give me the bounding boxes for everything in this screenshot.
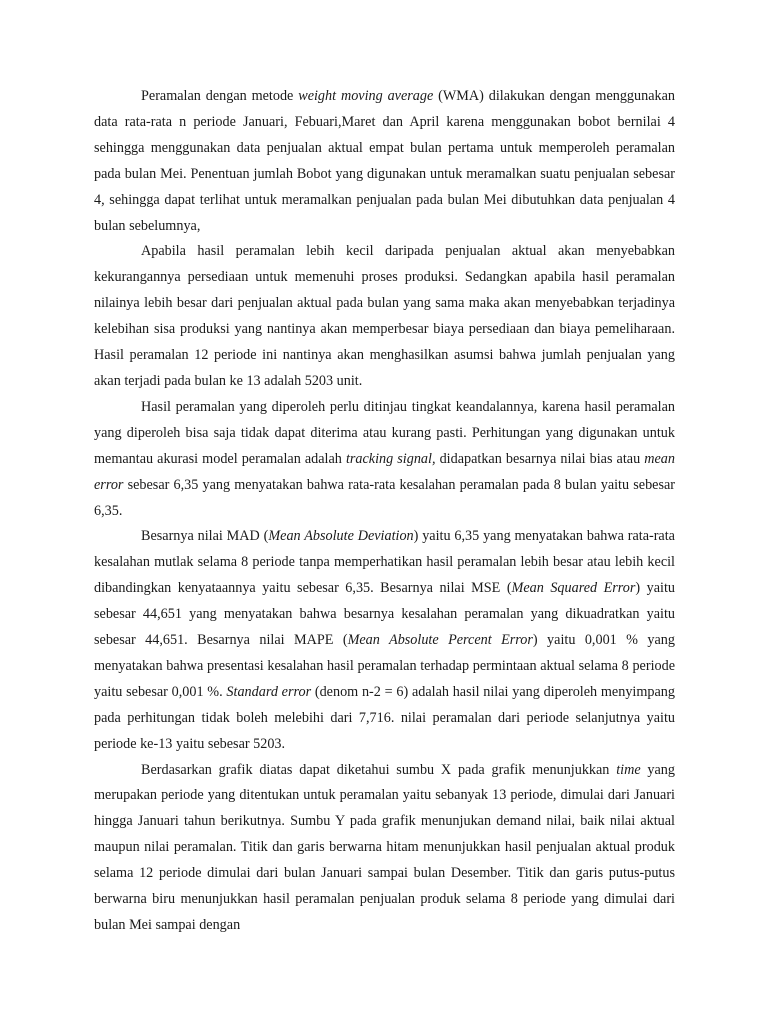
paragraph-wma-method <box>94 84 675 239</box>
text-segment: (WMA) dilakukan dengan menggunakan data rata-rata n periode Januari, Febuari,Maret dan April karena menggunakan bobot bernilai 4 sehingga menggunakan data penjualan aktual empat bulan pertama untuk memperoleh peramalan pada bulan Mei. Penentuan jumlah Bobot yang digunakan untuk meramalkan suatu penjualan sebesar 4, sehingga dapat terlihat untuk meramalkan penjualan pada bulan Mei dibutuhkan data penjualan 4 bulan sebelumnya, <box>94 88 675 234</box>
emphasis-segment: mean error <box>94 450 675 493</box>
text-segment: Berdasarkan grafik diatas dapat diketahui sumbu X pada grafik menunjukkan <box>141 761 617 778</box>
text-segment: ) yaitu 0,001 % yang menyatakan bahwa presentasi kesalahan hasil peramalan terhadap permintaan aktual selama 8 periode yaitu sebesar 0,001 %. <box>94 632 675 700</box>
text-segment: yang merupakan periode yang ditentukan untuk peramalan yaitu sebanyak 13 periode, dimulai dari Januari hingga Januari tahun berikutnya. Sumbu Y pada grafik menunjukan demand nilai, baik nilai aktual maupun nilai peramalan. Titik dan garis berwarna hitam menunjukkan hasil penjualan aktual produk selama 12 periode dimulai dari bulan Januari sampai bulan Desember. Titik dan garis putus-putus berwarna biru menunjukkan hasil peramalan penjualan produk selama 8 periode yang dimulai dari bulan Mei sampai dengan <box>94 761 675 933</box>
text-segment: sebesar 6,35 yang menyatakan bahwa rata-rata kesalahan peramalan pada 8 bulan yaitu sebesar 6,35. <box>94 476 675 519</box>
text-segment: ) yaitu 6,35 yang menyatakan bahwa rata-rata kesalahan mutlak selama 8 periode tanpa memperhatikan hasil peramalan lebih besar atau lebih kecil dibandingkan kenyataannya yaitu sebesar 6,35. Besarnya nilai MSE ( <box>94 528 675 597</box>
paragraph-graph-description <box>94 758 675 939</box>
paragraph-error-metrics <box>94 524 675 757</box>
emphasis-segment: weight moving average <box>298 88 434 104</box>
emphasis-segment: time <box>616 761 641 778</box>
emphasis-segment: Mean Squared Error <box>511 580 636 597</box>
paragraph-tracking-signal <box>94 395 675 525</box>
text-segment: Besarnya nilai MAD ( <box>141 528 269 545</box>
text-segment: Hasil peramalan yang diperoleh perlu ditinjau tingkat keandalannya, karena hasil peramalan yang diperoleh bisa saja tidak dapat diterima atau kurang pasti. Perhitungan yang digunakan untuk memantau akurasi model peramalan adalah <box>94 398 675 467</box>
emphasis-segment: Mean Absolute Deviation <box>268 528 414 545</box>
text-segment: ) yaitu sebesar 44,651 yang menyatakan bahwa besarnya kesalahan peramalan yang dikuadratkan yaitu sebesar 44,651. Besarnya nilai MAPE ( <box>94 580 675 649</box>
text-segment: didapatkan besarnya nilai bias atau <box>435 450 645 467</box>
emphasis-segment: Standard error <box>226 683 312 700</box>
emphasis-segment: tracking signal, <box>345 450 436 467</box>
paragraph-forecast-impact <box>94 239 675 394</box>
text-segment: Peramalan dengan metode <box>141 88 299 104</box>
text-segment: Apabila hasil peramalan lebih kecil daripada penjualan aktual akan menyebabkan kekurangannya persediaan untuk memenuhi proses produksi. Sedangkan apabila hasil peramalan nilainya lebih besar dari penjualan aktual pada bulan yang sama maka akan menyebabkan terjadinya kelebihan sisa produksi yang nantinya akan memperbesar biaya persediaan dan biaya pemeliharaan. Hasil peramalan 12 periode ini nantinya akan menghasilkan asumsi bahwa jumlah penjualan yang akan terjadi pada bulan ke 13 adalah 5203 unit. <box>94 243 675 389</box>
text-segment: (denom n-2 = 6) adalah hasil nilai yang diperoleh menyimpang pada perhitungan tidak boleh melebihi dari 7,716. nilai peramalan dari periode selanjutnya yaitu periode ke-13 yaitu sebesar 5203. <box>94 683 675 752</box>
document-page <box>94 84 675 939</box>
emphasis-segment: Mean Absolute Percent Error <box>347 632 533 649</box>
